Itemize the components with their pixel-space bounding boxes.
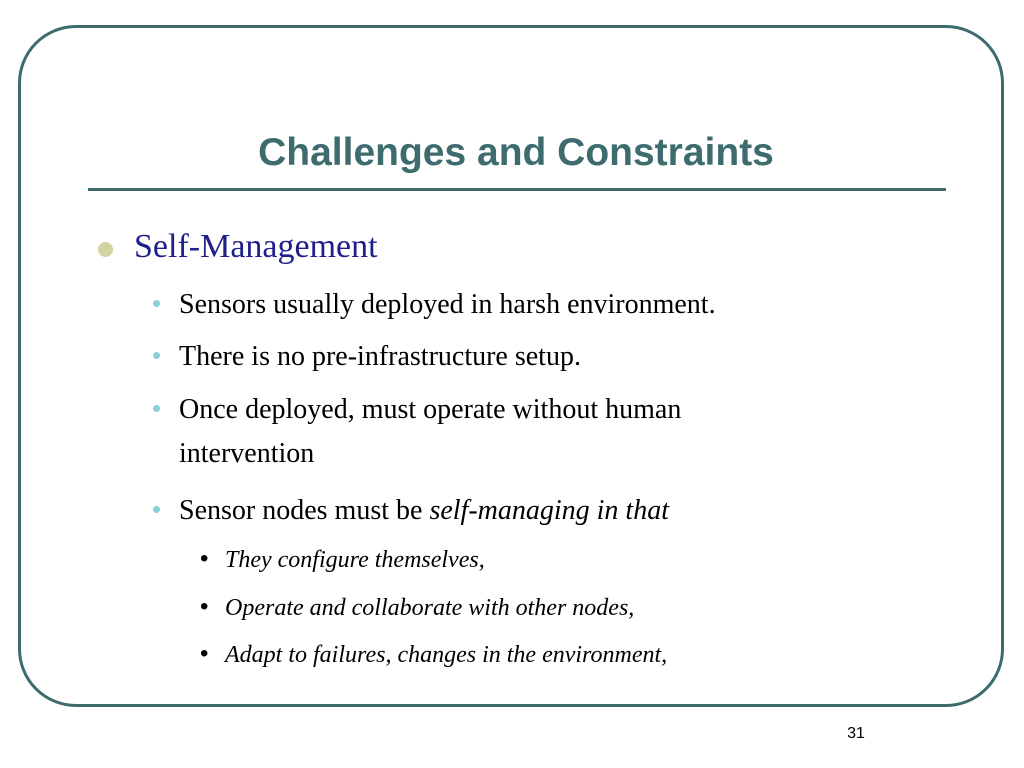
- dot-bullet-icon: •: [152, 393, 162, 423]
- sub-bullet-configure: They configure themselves,: [225, 547, 485, 573]
- bullet-operate-without-human: Once deployed, must operate without human: [179, 394, 682, 425]
- title-underline: [88, 188, 946, 191]
- slide-title: Challenges and Constraints: [258, 131, 774, 174]
- sub-bullet-adapt: Adapt to failures, changes in the environment,: [225, 642, 668, 668]
- sub-bullet-collaborate: Operate and collaborate with other nodes,: [225, 595, 635, 621]
- page-number: 31: [847, 725, 865, 742]
- bullet-operate-without-human-continued: intervention: [179, 438, 315, 469]
- bullet-no-infrastructure: There is no pre-infrastructure setup.: [179, 341, 581, 372]
- dot-bullet-icon: •: [152, 494, 162, 524]
- dot-bullet-icon: •: [152, 288, 162, 318]
- dot-bullet-icon: •: [200, 640, 209, 667]
- bullet-self-managing-plain: Sensor nodes must be: [179, 495, 430, 526]
- bullet-harsh-environment: Sensors usually deployed in harsh environment.: [179, 289, 716, 320]
- bullet-self-managing: [179, 494, 669, 528]
- dot-bullet-icon: •: [200, 545, 209, 572]
- dot-bullet-icon: •: [152, 340, 162, 370]
- bullet-self-managing-italic: self-managing in that: [429, 495, 669, 526]
- dot-bullet-icon: •: [200, 593, 209, 620]
- circle-bullet-icon: [98, 242, 113, 257]
- bullet-self-management: Self-Management: [134, 228, 378, 265]
